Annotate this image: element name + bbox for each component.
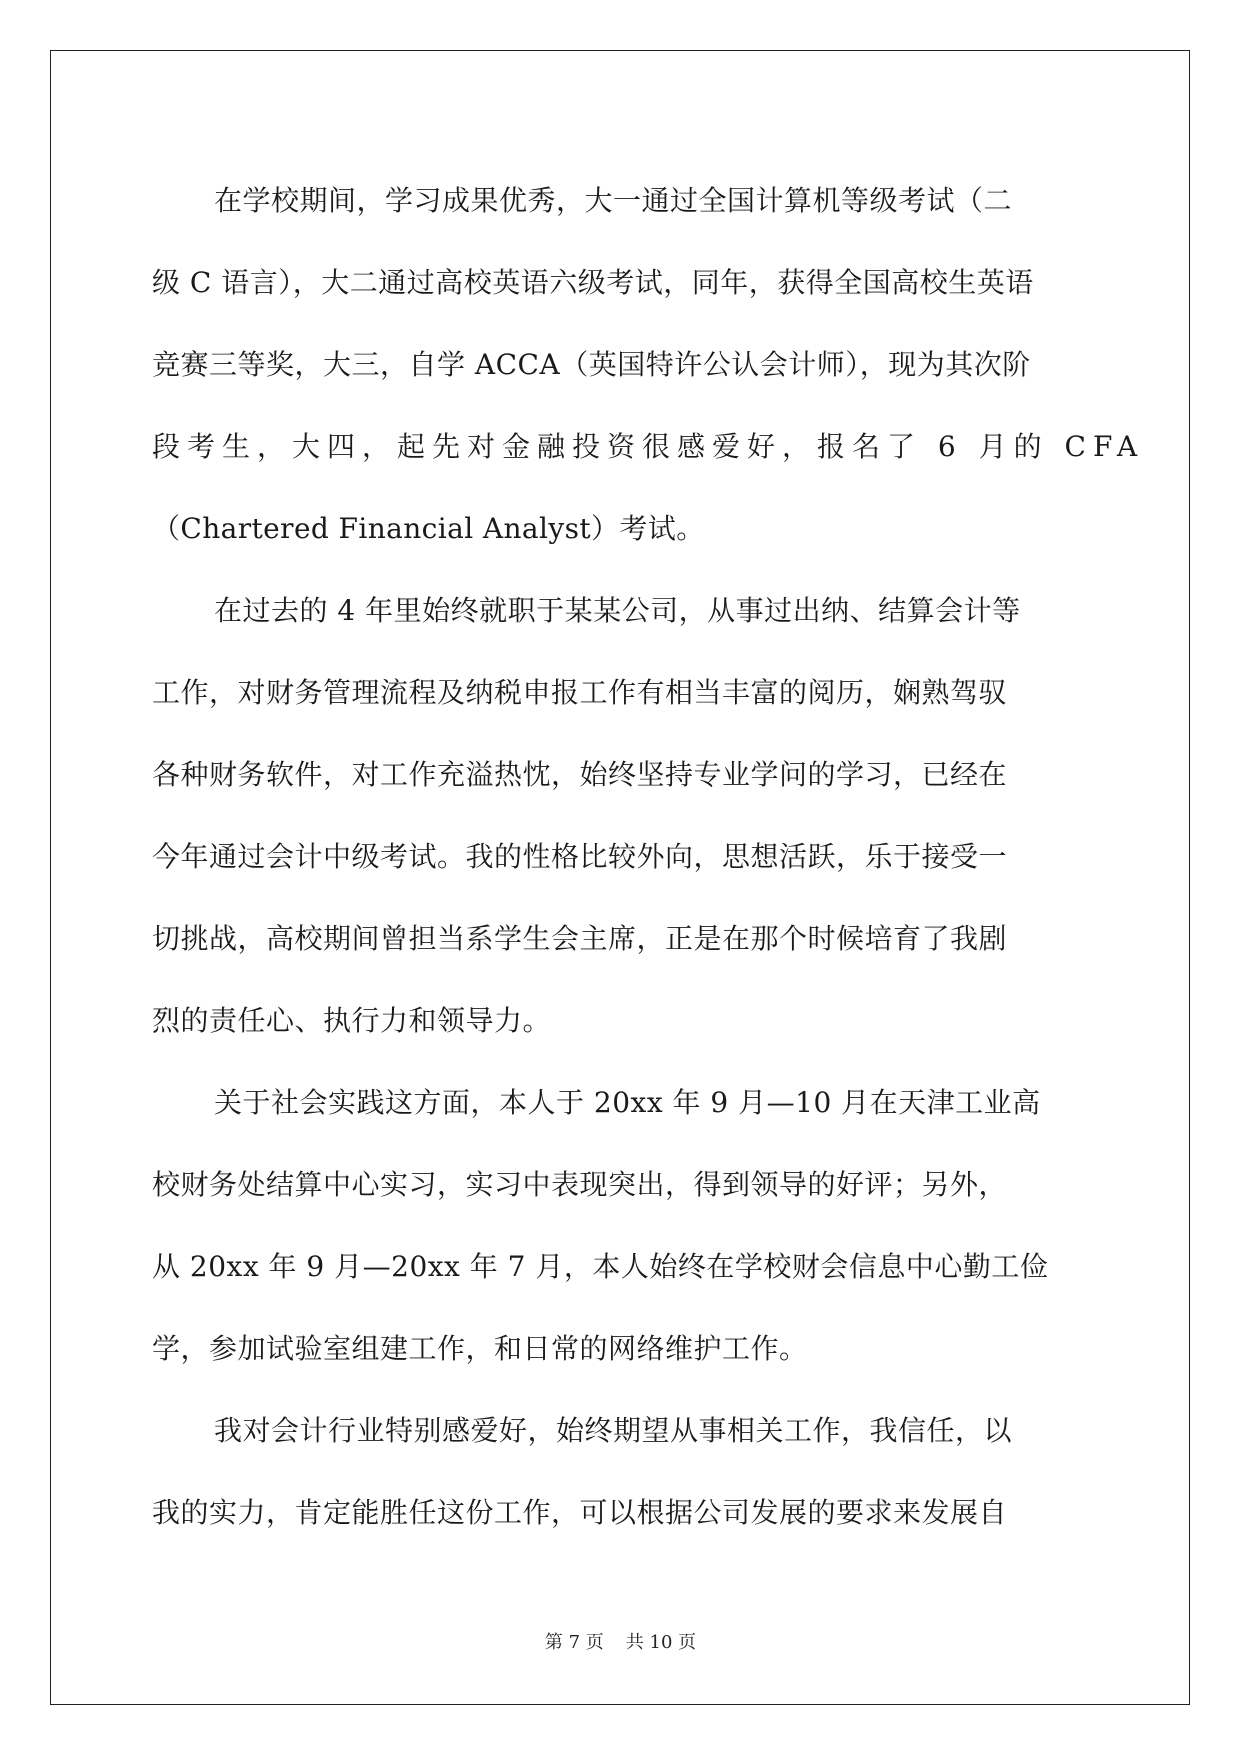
page-number: 第 7 页 xyxy=(544,1632,604,1653)
text-line: 我对会计行业特别感爱好，始终期望从事相关工作，我信任，以 xyxy=(214,1414,1013,1447)
text-line: 从 20xx 年 9 月—20xx 年 7 月，本人始终在学校财会信息中心勤工俭 xyxy=(152,1250,1049,1283)
text-line: 各种财务软件，对工作充溢热忱，始终坚持专业学问的学习，已经在 xyxy=(152,758,1008,791)
document-body xyxy=(152,160,1145,1554)
text-line: 校财务处结算中心实习，实习中表现突出，得到领导的好评；另外， xyxy=(152,1168,1008,1201)
text-line: 级 C 语言），大二通过高校英语六级考试，同年，获得全国高校生英语 xyxy=(152,266,1034,299)
text-line: 我的实力，肯定能胜任这份工作，可以根据公司发展的要求来发展自 xyxy=(152,1496,1008,1529)
text-line: 在学校期间，学习成果优秀，大一通过全国计算机等级考试（二 xyxy=(214,184,1013,217)
text-line: 竞赛三等奖，大三，自学 ACCA（英国特许公认会计师），现为其次阶 xyxy=(152,348,1031,381)
text-line: 关于社会实践这方面，本人于 20xx 年 9 月—10 月在天津工业高 xyxy=(214,1086,1041,1119)
page-total: 共 10 页 xyxy=(625,1632,697,1653)
text-line: 在过去的 4 年里始终就职于某某公司，从事过出纳、结算会计等 xyxy=(214,594,1021,627)
text-line: （Chartered Financial Analyst）考试。 xyxy=(152,512,705,545)
text-line: 段考生，大四，起先对金融投资很感爱好，报名了 6 月的 CFA xyxy=(152,430,1145,463)
text-line: 烈的责任心、执行力和领导力。 xyxy=(152,1004,552,1037)
text-line: 学，参加试验室组建工作，和日常的网络维护工作。 xyxy=(152,1332,808,1365)
page-footer xyxy=(0,1628,1241,1654)
text-line: 工作，对财务管理流程及纳税申报工作有相当丰富的阅历，娴熟驾驭 xyxy=(152,676,1008,709)
text-line: 今年通过会计中级考试。我的性格比较外向，思想活跃，乐于接受一 xyxy=(152,840,1008,873)
text-line: 切挑战，高校期间曾担当系学生会主席，正是在那个时候培育了我剧 xyxy=(152,922,1008,955)
